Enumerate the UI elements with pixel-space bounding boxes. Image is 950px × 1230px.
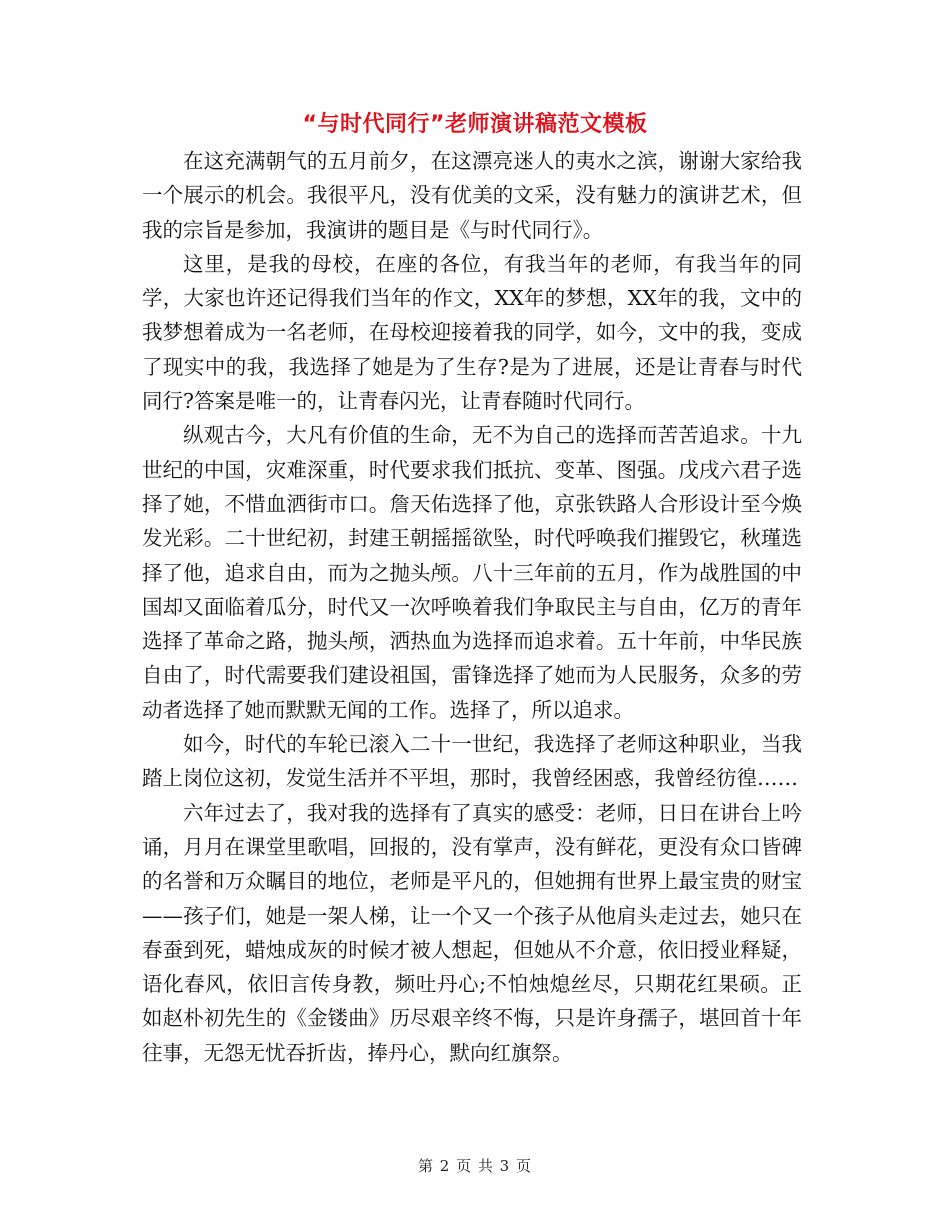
page-footer: 第 2 页 共 3 页 (418, 1157, 532, 1175)
paragraph-4: 如今，时代的车轮已滚入二十一世纪，我选择了老师这种职业，当我踏上岗位这初，发觉生活并不平坦，那时，我曾经困惑，我曾经彷徨…… (142, 732, 802, 791)
paragraph-3: 纵观古今，大凡有价值的生命，无不为自己的选择而苦苦追求。十九世纪的中国，灾难深重，时代要求我们抵抗、变革、图强。戊戌六君子选择了她，不惜血洒街市口。詹天佑选择了他，京张铁路人合形设计至今焕发光彩。二十世纪初，封建王朝摇摇欲坠，时代呼唤我们摧毁它，秋瑾选择了他，追求自由，而为之抛头颅。八十三年前的五月，作为战胜国的中国却又面临着瓜分，时代又一次呼唤着我们争取民主与自由，亿万的青年选择了革命之路，抛头颅，洒热血为选择而追求着。五十年前，中华民族自由了，时代需要我们建设祖国，雷锋选择了她而为人民服务，众多的劳动者选择了她而默默无闻的工作。选择了，所以追求。 (142, 423, 802, 722)
paragraph-5: 六年过去了，我对我的选择有了真实的感受：老师，日日在讲台上吟诵，月月在课堂里歌唱，回报的，没有掌声，没有鲜花，更没有众口皆碑的名誉和万众瞩目的地位，老师是平凡的，但她拥有世界上最宝贵的财宝——孩子们，她是一架人梯，让一个又一个孩子从他肩头走过去，她只在春蚕到死，蜡烛成灰的时候才被人想起，但她从不介意，依旧授业释疑，语化春风，依旧言传身教，频吐丹心;不怕烛熄丝尽，只期花红果硕。正如赵朴初先生的《金镂曲》历尽艰辛终不悔，只是许身孺子，堪回首十年往事，无怨无忧吞折齿，捧丹心，默向红旗祭。 (142, 800, 802, 1065)
paragraph-2: 这里，是我的母校，在座的各位，有我当年的老师，有我当年的同学，大家也许还记得我们当年的作文，XX年的梦想，XX年的我，文中的我梦想着成为一名老师，在母校迎接着我的同学，如今，文中的我，变成了现实中的我，我选择了她是为了生存?是为了进展，还是让青春与时代同行?答案是唯一的，让青春闪光，让青春随时代同行。 (142, 251, 802, 414)
document-title: “与时代同行”老师演讲稿范文模板 (302, 112, 648, 137)
document-body (142, 144, 802, 1070)
paragraph-1: 在这充满朝气的五月前夕，在这漂亮迷人的夷水之滨，谢谢大家给我一个展示的机会。我很平凡，没有优美的文采，没有魅力的演讲艺术，但我的宗旨是参加，我演讲的题目是《与时代同行》。 (142, 149, 802, 242)
